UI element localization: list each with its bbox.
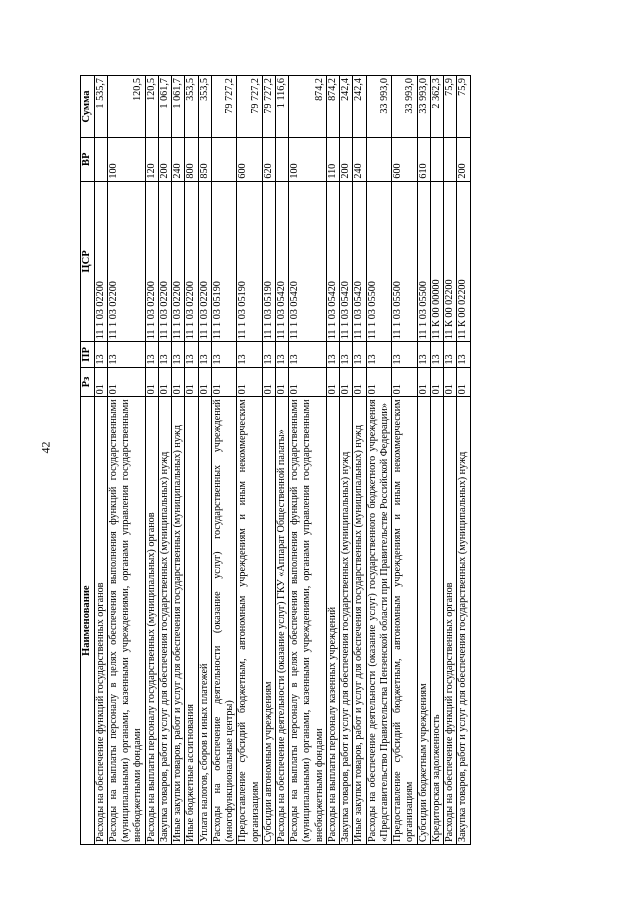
row-name: Закупка товаров, работ и услуг для обеспечения государственных (муниципальных) нужд [457, 397, 470, 845]
row-sum: 33 993,0 [392, 76, 417, 138]
row-pr: 13 [417, 342, 430, 367]
row-csr: 11 1 03 05420 [353, 181, 366, 342]
row-pr: 13 [237, 342, 262, 367]
row-rz: 01 [107, 367, 145, 397]
row-pr: 13 [457, 342, 470, 367]
table-header-row [81, 76, 95, 845]
table-row [340, 76, 353, 845]
table-row [262, 76, 275, 845]
table-row [353, 76, 366, 845]
table-row [444, 76, 457, 845]
row-sum: 1 116,6 [275, 76, 288, 138]
row-rz: 01 [340, 367, 353, 397]
row-csr: 11 1 03 02200 [94, 181, 107, 342]
row-name: Кредиторская задолженность [430, 397, 443, 845]
row-rz: 01 [172, 367, 185, 397]
table-row [366, 76, 391, 845]
row-vr: 610 [417, 138, 430, 182]
row-csr: 11 К 00 00000 [430, 181, 443, 342]
row-vr: 240 [353, 138, 366, 182]
row-sum: 353,5 [185, 76, 198, 138]
row-sum: 874,2 [289, 76, 327, 138]
row-rz: 01 [185, 367, 198, 397]
row-rz: 01 [289, 367, 327, 397]
row-csr: 11 1 03 05420 [289, 181, 327, 342]
row-pr: 13 [392, 342, 417, 367]
row-vr: 600 [392, 138, 417, 182]
row-name: Уплата налогов, сборов и иных платежей [198, 397, 211, 845]
header-pr: ПР [81, 342, 95, 367]
row-vr: 200 [457, 138, 470, 182]
budget-table [80, 75, 471, 845]
row-pr: 13 [275, 342, 288, 367]
row-pr: 13 [444, 342, 457, 367]
table-row [185, 76, 198, 845]
row-sum: 75,9 [457, 76, 470, 138]
row-csr: 11 1 03 05500 [366, 181, 391, 342]
row-csr: 11 1 03 05500 [392, 181, 417, 342]
row-rz: 01 [430, 367, 443, 397]
table-row [457, 76, 470, 845]
row-vr: 800 [185, 138, 198, 182]
row-pr: 13 [262, 342, 275, 367]
row-name: Расходы на выплаты персоналу казенных учреждений [326, 397, 339, 845]
row-csr: 11 К 00 02200 [457, 181, 470, 342]
row-pr: 13 [185, 342, 198, 367]
row-vr: 100 [107, 138, 145, 182]
row-vr: 620 [262, 138, 275, 182]
row-rz: 01 [237, 367, 262, 397]
row-sum: 1 061,7 [172, 76, 185, 138]
table-row [430, 76, 443, 845]
page-number: 42 [38, 441, 53, 454]
row-sum: 75,9 [444, 76, 457, 138]
header-name: Наименование [81, 397, 95, 845]
row-vr [444, 138, 457, 182]
row-csr: 11 1 03 05420 [275, 181, 288, 342]
row-rz: 01 [392, 367, 417, 397]
row-csr: 11 1 03 05190 [262, 181, 275, 342]
row-rz: 01 [275, 367, 288, 397]
row-vr [430, 138, 443, 182]
header-vr: ВР [81, 138, 95, 182]
row-pr: 13 [430, 342, 443, 367]
row-name: Расходы на выплаты персоналу в целях обеспечения выполнения функций государственными (муниципальными) органами, казенными учреждениями, органами управления государственными внебюджетными фондами [289, 397, 327, 845]
row-pr: 13 [158, 342, 171, 367]
row-rz: 01 [198, 367, 211, 397]
row-pr: 13 [145, 342, 158, 367]
row-pr: 13 [211, 342, 236, 367]
row-rz: 01 [457, 367, 470, 397]
row-sum: 120,5 [145, 76, 158, 138]
row-name: Расходы на обеспечение деятельности (оказание услуг) государственных учреждений (многофункциональные центры) [211, 397, 236, 845]
row-csr: 11 1 03 02200 [145, 181, 158, 342]
row-pr: 13 [340, 342, 353, 367]
row-name: Предоставление субсидий бюджетным, автономным учреждениям и иным некоммерческим организациям [237, 397, 262, 845]
row-vr: 100 [289, 138, 327, 182]
row-vr: 200 [340, 138, 353, 182]
row-pr: 13 [107, 342, 145, 367]
row-csr: 11 1 03 05190 [211, 181, 236, 342]
row-rz: 01 [262, 367, 275, 397]
row-pr: 13 [326, 342, 339, 367]
header-rz: Рз [81, 367, 95, 397]
row-name: Расходы на обеспечение деятельности (оказание услуг) государственного бюджетного учреждения «Представительство Правительства Пензенской области при Правительстве Российской Федерации» [366, 397, 391, 845]
row-name: Закупка товаров, работ и услуг для обеспечения государственных (муниципальных) нужд [158, 397, 171, 845]
row-name: Расходы на обеспечение функций государственных органов [444, 397, 457, 845]
row-pr: 13 [172, 342, 185, 367]
row-rz: 01 [417, 367, 430, 397]
row-rz: 01 [145, 367, 158, 397]
row-sum: 1 061,7 [158, 76, 171, 138]
row-sum: 79 727,2 [262, 76, 275, 138]
table-row [145, 76, 158, 845]
row-csr: 11 К 00 02200 [444, 181, 457, 342]
row-csr: 11 1 03 05500 [417, 181, 430, 342]
row-sum: 1 535,7 [94, 76, 107, 138]
row-name: Иные закупки товаров, работ и услуг для обеспечения государственных (муниципальных) нужд [353, 397, 366, 845]
table-row [237, 76, 262, 845]
row-sum: 874,2 [326, 76, 339, 138]
row-sum: 79 727,2 [211, 76, 236, 138]
row-name: Расходы на обеспечение функций государственных органов [94, 397, 107, 845]
row-rz: 01 [353, 367, 366, 397]
row-vr [275, 138, 288, 182]
row-name: Иные бюджетные ассигнования [185, 397, 198, 845]
table-row [172, 76, 185, 845]
row-sum: 120,5 [107, 76, 145, 138]
table-row [94, 76, 107, 845]
row-sum: 2 362,3 [430, 76, 443, 138]
row-vr [366, 138, 391, 182]
row-vr: 200 [158, 138, 171, 182]
row-pr: 13 [198, 342, 211, 367]
table-row [275, 76, 288, 845]
row-rz: 01 [211, 367, 236, 397]
row-sum: 33 993,0 [366, 76, 391, 138]
row-vr: 600 [237, 138, 262, 182]
row-csr: 11 1 03 02200 [198, 181, 211, 342]
row-vr [211, 138, 236, 182]
row-sum: 353,5 [198, 76, 211, 138]
row-sum: 242,4 [353, 76, 366, 138]
row-vr: 240 [172, 138, 185, 182]
row-name: Субсидии бюджетным учреждениям [417, 397, 430, 845]
row-rz: 01 [366, 367, 391, 397]
table-body [94, 76, 470, 845]
table-row [289, 76, 327, 845]
row-csr: 11 1 03 02200 [172, 181, 185, 342]
row-vr: 850 [198, 138, 211, 182]
row-pr: 13 [366, 342, 391, 367]
table-row [392, 76, 417, 845]
row-csr: 11 1 03 05190 [237, 181, 262, 342]
row-vr: 120 [145, 138, 158, 182]
row-sum: 242,4 [340, 76, 353, 138]
row-name: Расходы на выплаты персоналу государственных (муниципальных) органов [145, 397, 158, 845]
row-name: Расходы на выплаты персоналу в целях обеспечения выполнения функций государственными (муниципальными) органами, казенными учреждениями, органами управления государственными внебюджетными фондами [107, 397, 145, 845]
rotated-page-content [80, 75, 471, 845]
table-row [107, 76, 145, 845]
table-row [211, 76, 236, 845]
row-name: Расходы на обеспечение деятельности (оказание услуг) ГКУ «Аппарат Общественной палаты» [275, 397, 288, 845]
row-csr: 11 1 03 02200 [185, 181, 198, 342]
header-sum: Сумма [81, 76, 95, 138]
row-sum: 79 727,2 [237, 76, 262, 138]
row-csr: 11 1 03 02200 [158, 181, 171, 342]
row-pr: 13 [353, 342, 366, 367]
row-pr: 13 [289, 342, 327, 367]
row-rz: 01 [326, 367, 339, 397]
row-vr [94, 138, 107, 182]
row-pr: 13 [94, 342, 107, 367]
row-sum: 33 993,0 [417, 76, 430, 138]
row-rz: 01 [444, 367, 457, 397]
row-csr: 11 1 03 05420 [340, 181, 353, 342]
row-csr: 11 1 03 05420 [326, 181, 339, 342]
row-name: Иные закупки товаров, работ и услуг для обеспечения государственных (муниципальных) нужд [172, 397, 185, 845]
row-name: Предоставление субсидий бюджетным, автономным учреждениям и иным некоммерческим организациям [392, 397, 417, 845]
row-rz: 01 [158, 367, 171, 397]
row-csr: 11 1 03 02200 [107, 181, 145, 342]
table-row [326, 76, 339, 845]
header-csr: ЦСР [81, 181, 95, 342]
row-name: Закупка товаров, работ и услуг для обеспечения государственных (муниципальных) нужд [340, 397, 353, 845]
table-row [158, 76, 171, 845]
table-row [417, 76, 430, 845]
table-row [198, 76, 211, 845]
row-name: Субсидии автономным учреждениям [262, 397, 275, 845]
row-rz: 01 [94, 367, 107, 397]
row-vr: 110 [326, 138, 339, 182]
